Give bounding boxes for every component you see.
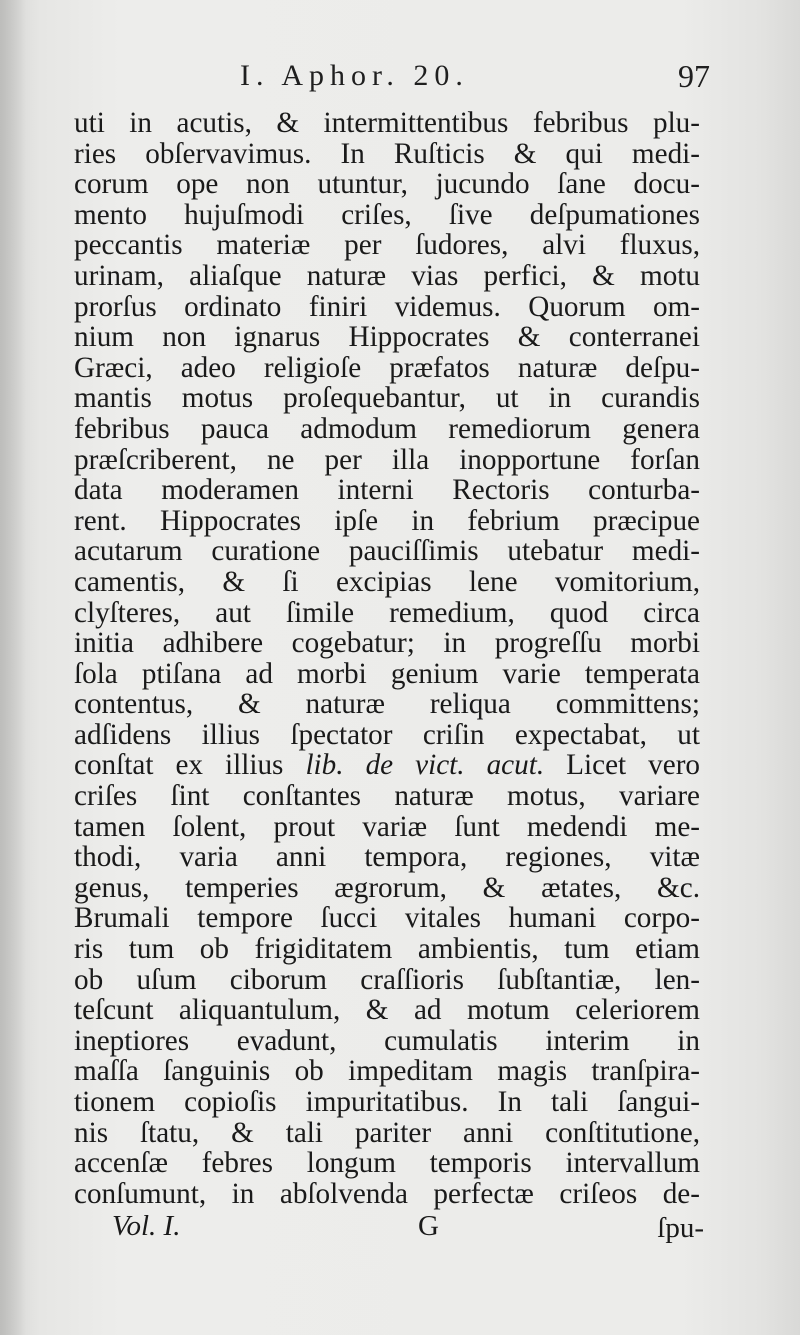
text-line: adſidens illius ſpectator criſin expectabat, ut <box>74 718 700 751</box>
text-segment: Licet vero <box>566 749 701 782</box>
text-line: nium non ignarus Hippocrates & conterranei <box>74 321 700 354</box>
text-line: genus, temperies ægrorum, & ætates, &c. <box>74 871 700 904</box>
text-line: tamen ſolent, prout variæ ſunt medendi me- <box>74 810 700 843</box>
body-text <box>74 108 700 1209</box>
text-line: ſola ptiſana ad morbi genium varie temperata <box>74 657 700 690</box>
text-segment: conſtat ex illius <box>74 749 284 782</box>
text-line: teſcunt aliquantulum, & ad motum celeriorem <box>74 994 700 1027</box>
page-header <box>240 58 710 102</box>
volume-label: Vol. I. <box>112 1210 181 1242</box>
text-line: nis ſtatu, & tali pariter anni conſtitutione, <box>74 1116 700 1149</box>
text-line: peccantis materiæ per ſudores, alvi fluxus, <box>74 229 700 262</box>
text-line-mixed <box>74 750 700 781</box>
text-line: criſes ſint conſtantes naturæ motus, variare <box>74 780 700 813</box>
text-line: thodi, varia anni tempora, regiones, vitæ <box>74 841 700 874</box>
text-line: initia adhibere cogebatur; in progreſſu morbi <box>74 627 700 660</box>
running-head: I. Aphor. 20. <box>240 59 469 92</box>
text-line: Brumali tempore ſucci vitales humani corpo- <box>74 902 700 935</box>
text-line: data moderamen interni Rectoris conturba- <box>74 474 700 507</box>
text-line: clyſteres, aut ſimile remedium, quod circa <box>74 596 700 629</box>
text-line: prorſus ordinato finiri videmus. Quorum om- <box>74 290 700 323</box>
page-number: 97 <box>678 58 710 94</box>
gutter-shadow <box>0 0 26 1335</box>
text-line: contentus, & naturæ reliqua committens; <box>74 688 700 721</box>
text-line: maſſa ſanguinis ob impeditam magis tranſpira- <box>74 1055 700 1088</box>
catchword: ſpu- <box>657 1212 704 1244</box>
citation-italic: lib. de vict. acut. <box>305 749 545 782</box>
text-line: accenſæ febres longum temporis intervallum <box>74 1147 700 1180</box>
text-line: Græci, adeo religioſe præfatos naturæ deſpu- <box>74 351 700 384</box>
text-line: ris tum ob frigiditatem ambientis, tum etiam <box>74 933 700 966</box>
text-line: urinam, aliaſque naturæ vias perfici, & motu <box>74 259 700 292</box>
text-line: ob uſum ciborum craſſioris ſubſtantiæ, len- <box>74 963 700 996</box>
text-line: corum ope non utuntur, jucundo ſane docu- <box>74 168 700 201</box>
text-line: camentis, & ſi excipias lene vomitorium, <box>74 565 700 598</box>
text-line: uti in acutis, & intermittentibus febribus plu- <box>74 107 700 139</box>
text-line: rent. Hippocrates ipſe in febrium præcipue <box>74 504 700 537</box>
text-line: acutarum curatione pauciſſimis utebatur medi- <box>74 535 700 568</box>
text-line: ries obſervavimus. In Ruſticis & qui medi- <box>74 137 700 170</box>
text-line: tionem copioſis impuritatibus. In tali ſangui- <box>74 1086 700 1118</box>
text-line: mantis motus proſequebantur, ut in curandis <box>74 382 700 415</box>
text-line: ineptiores evadunt, cumulatis interim in <box>74 1024 700 1057</box>
page-footer <box>112 1208 704 1248</box>
text-line: conſumunt, in abſolvenda perfectæ criſeos de- <box>74 1177 700 1210</box>
text-line: præſcriberent, ne per illa inopportune forſan <box>74 443 700 476</box>
signature-mark: G <box>418 1210 439 1242</box>
text-line: mento hujuſmodi criſes, ſive deſpumationes <box>74 198 700 231</box>
text-line: febribus pauca admodum remediorum genera <box>74 412 700 445</box>
